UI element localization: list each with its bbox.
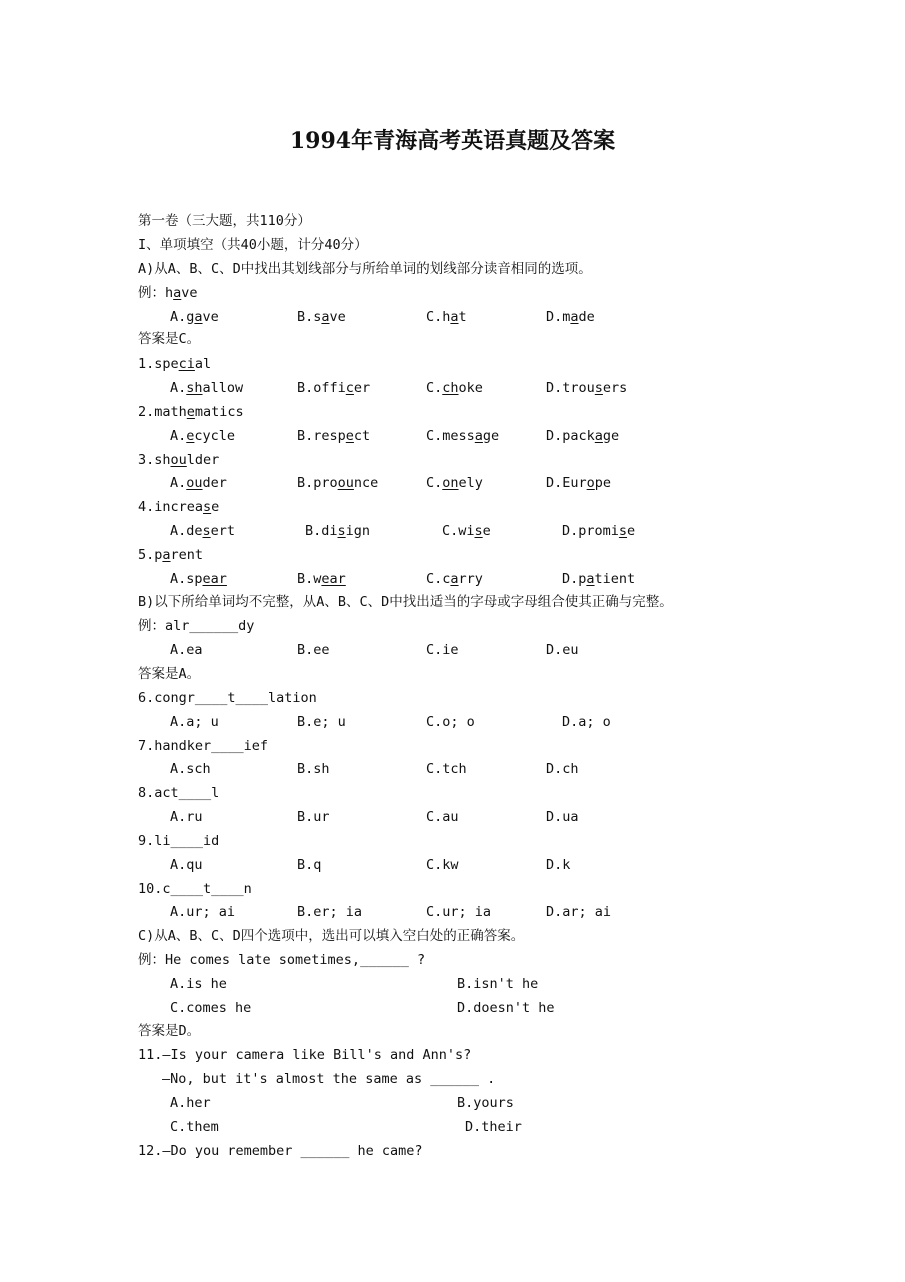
question-8-stem: 8.act____l [138, 785, 220, 801]
example-1-stem: 例：have [138, 285, 198, 301]
example-3-option-a: A.is he [170, 976, 227, 992]
question-10-stem: 10.c____t____n [138, 881, 252, 897]
question-10-option-a: A.ur; ai [170, 904, 236, 920]
example-3-stem: 例：He comes late sometimes,______ ? [138, 952, 426, 968]
example-3-answer: 答案是D。 [138, 1023, 201, 1039]
question-11-option-b: B.yours [457, 1095, 514, 1111]
page-title: 1994年青海高考英语真题及答案 [289, 128, 616, 154]
question-3-option-d: D.Europe [546, 475, 612, 491]
example-1-option-d: D.made [546, 309, 595, 325]
question-4-option-d: D.promise [562, 523, 636, 539]
question-9-option-d: D.k [546, 857, 571, 873]
question-2-option-a: A.ecycle [170, 428, 236, 444]
example-1-answer: 答案是C。 [138, 331, 201, 347]
question-8-option-d: D.ua [546, 809, 579, 825]
question-1-option-c: C.choke [426, 380, 483, 396]
question-9-option-b: B.q [297, 857, 322, 873]
section-a-instruction: A)从A、B、C、D中找出其划线部分与所给单词的划线部分读音相同的选项。 [138, 261, 592, 277]
question-5-option-b: B.wear [297, 571, 346, 587]
question-1-option-d: D.trousers [546, 380, 628, 396]
question-6-stem: 6.congr____t____lation [138, 690, 317, 706]
question-5-option-c: C.carry [426, 571, 483, 587]
question-10-option-d: D.ar; ai [546, 904, 612, 920]
question-12-stem: 12.—Do you remember ______ he came? [138, 1143, 423, 1159]
question-4-option-a: A.desert [170, 523, 236, 539]
question-8-option-c: C.au [426, 809, 459, 825]
section-c-instruction: C)从A、B、C、D四个选项中，选出可以填入空白处的正确答案。 [138, 928, 525, 944]
question-3-option-b: B.proounce [297, 475, 379, 491]
question-1-option-a: A.shallow [170, 380, 244, 396]
question-7-option-d: D.ch [546, 761, 579, 777]
question-4-option-b: B.disign [305, 523, 371, 539]
question-10-option-b: B.er; ia [297, 904, 363, 920]
question-7-option-b: B.sh [297, 761, 330, 777]
example-2-option-c: C.ie [426, 642, 459, 658]
question-4-stem: 4.increase [138, 499, 220, 515]
question-3-stem: 3.shoulder [138, 452, 220, 468]
question-5-option-a: A.spear [170, 571, 227, 587]
question-1-stem: 1.special [138, 356, 212, 372]
question-11-option-c: C.them [170, 1119, 219, 1135]
question-1-option-b: B.officer [297, 380, 371, 396]
question-2-option-c: C.message [426, 428, 500, 444]
question-6-option-d: D.a; o [562, 714, 611, 730]
example-3-option-c: C.comes he [170, 1000, 252, 1016]
example-2-option-d: D.eu [546, 642, 579, 658]
question-4-option-c: C.wise [442, 523, 491, 539]
question-3-option-c: C.onely [426, 475, 483, 491]
question-9-option-a: A.qu [170, 857, 203, 873]
part-header: I、单项填空（共40小题，计分40分） [138, 237, 368, 253]
example-3-option-b: B.isn't he [457, 976, 539, 992]
example-1-option-c: C.hat [426, 309, 467, 325]
example-3-option-d: D.doesn't he [457, 1000, 555, 1016]
question-6-option-b: B.e; u [297, 714, 346, 730]
question-11-response: —No, but it's almost the same as ______ . [162, 1071, 496, 1087]
question-6-option-c: C.o; o [426, 714, 475, 730]
example-2-option-b: B.ee [297, 642, 330, 658]
question-11-stem: 11.—Is your camera like Bill's and Ann's? [138, 1047, 472, 1063]
question-5-option-d: D.patient [562, 571, 636, 587]
question-9-stem: 9.li____id [138, 833, 220, 849]
example-1-option-a: A.gave [170, 309, 219, 325]
question-11-option-d: D.their [465, 1119, 522, 1135]
question-2-option-b: B.respect [297, 428, 371, 444]
question-8-option-a: A.ru [170, 809, 203, 825]
question-9-option-c: C.kw [426, 857, 459, 873]
question-2-stem: 2.mathematics [138, 404, 244, 420]
example-2-option-a: A.ea [170, 642, 203, 658]
question-2-option-d: D.package [546, 428, 620, 444]
section-b-instruction: B)以下所给单词均不完整，从A、B、C、D中找出适当的字母或字母组合使其正确与完整。 [138, 594, 673, 610]
question-7-option-c: C.tch [426, 761, 467, 777]
question-10-option-c: C.ur; ia [426, 904, 492, 920]
question-6-option-a: A.a; u [170, 714, 219, 730]
example-1-option-b: B.save [297, 309, 346, 325]
question-8-option-b: B.ur [297, 809, 330, 825]
question-11-option-a: A.her [170, 1095, 211, 1111]
question-7-stem: 7.handker____ief [138, 738, 269, 754]
example-2-answer: 答案是A。 [138, 666, 201, 682]
example-2-stem: 例：alr______dy [138, 618, 255, 634]
question-5-stem: 5.parent [138, 547, 204, 563]
question-3-option-a: A.ouder [170, 475, 227, 491]
question-7-option-a: A.sch [170, 761, 211, 777]
paper-section-header: 第一卷（三大题，共110分） [138, 213, 311, 229]
